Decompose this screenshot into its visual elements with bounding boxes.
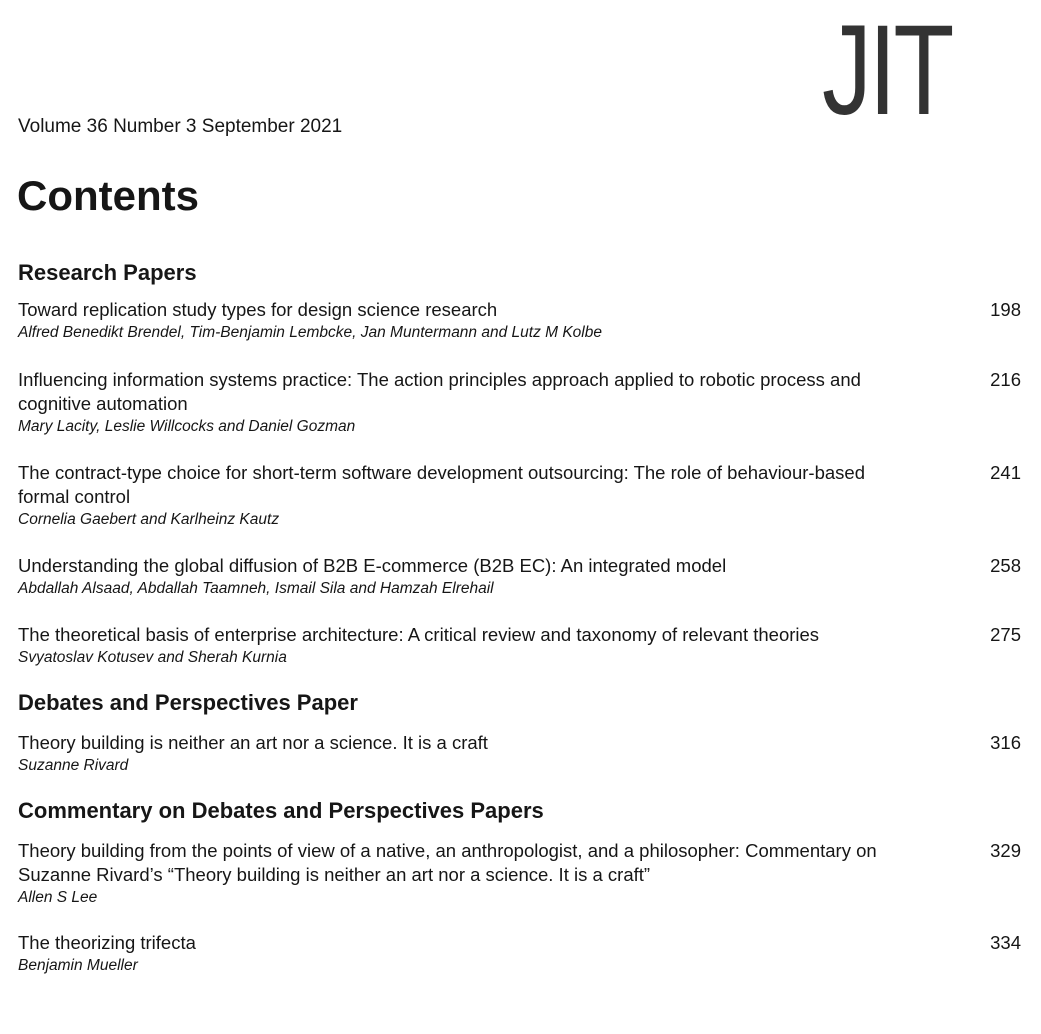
page-number: 198 <box>990 299 1021 320</box>
article-authors: Suzanne Rivard <box>18 757 129 774</box>
issue-info: Volume 36 Number 3 September 2021 <box>18 116 343 137</box>
article-title[interactable]: Theory building from the points of view of a native, an anthropologist, and a philosopher: Commentary on Suzanne Rivard’s “Theory building is neither an art nor a science. It is a craft” <box>18 840 877 885</box>
article-authors: Benjamin Mueller <box>18 957 138 974</box>
article-title[interactable]: The contract-type choice for short-term software development outsourcing: The role of behaviour-based formal control <box>18 462 865 507</box>
article-authors: Svyatoslav Kotusev and Sherah Kurnia <box>18 649 287 666</box>
section-heading: Commentary on Debates and Perspectives Papers <box>18 798 544 823</box>
article-title[interactable]: Understanding the global diffusion of B2B E-commerce (B2B EC): An integrated model <box>18 555 727 576</box>
article-title[interactable]: Influencing information systems practice: The action principles approach applied to robotic process and cognitive automation <box>18 369 861 414</box>
article-authors: Allen S Lee <box>18 889 98 906</box>
page-number: 241 <box>990 462 1021 483</box>
page-number: 258 <box>990 555 1021 576</box>
toc-entry[interactable] <box>18 554 1021 600</box>
page-number: 275 <box>990 624 1021 645</box>
toc-entry[interactable] <box>18 461 1021 531</box>
page-number: 329 <box>990 840 1021 861</box>
article-authors: Abdallah Alsaad, Abdallah Taamneh, Ismail Sila and Hamzah Elrehail <box>18 580 494 597</box>
page-title: Contents <box>17 172 199 219</box>
article-title[interactable]: Toward replication study types for design science research <box>18 299 498 320</box>
article-authors: Mary Lacity, Leslie Willcocks and Daniel Gozman <box>18 418 356 435</box>
page-number: 216 <box>990 369 1021 390</box>
toc-entry[interactable] <box>18 731 1021 777</box>
toc-entry[interactable] <box>18 839 1021 909</box>
section-heading: Research Papers <box>18 260 197 285</box>
page-number: 334 <box>990 932 1021 953</box>
article-title[interactable]: The theorizing trifecta <box>18 932 196 953</box>
page-number: 316 <box>990 732 1021 753</box>
article-authors: Alfred Benedikt Brendel, Tim-Benjamin Lembcke, Jan Muntermann and Lutz M Kolbe <box>18 324 602 341</box>
article-authors: Cornelia Gaebert and Karlheinz Kautz <box>18 511 280 528</box>
section-heading: Debates and Perspectives Paper <box>18 690 358 715</box>
toc-entry[interactable] <box>18 368 1021 438</box>
article-title[interactable]: Theory building is neither an art nor a science. It is a craft <box>18 732 488 753</box>
toc-entry[interactable] <box>18 298 1021 344</box>
toc-entry[interactable] <box>18 931 1021 977</box>
article-title[interactable]: The theoretical basis of enterprise architecture: A critical review and taxonomy of relevant theories <box>18 624 820 645</box>
journal-logo: JIT <box>822 0 952 142</box>
toc-entry[interactable] <box>18 623 1021 669</box>
